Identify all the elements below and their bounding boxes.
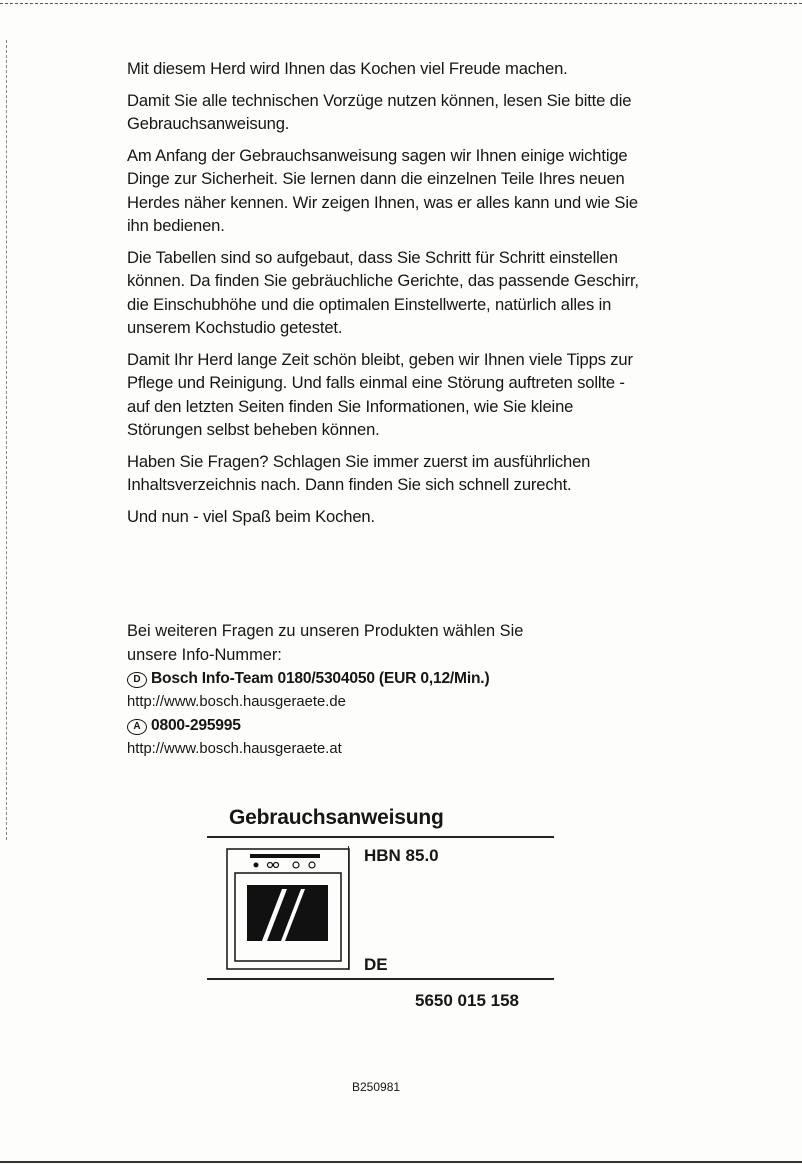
language-code: DE xyxy=(364,955,388,974)
contact-de xyxy=(127,667,647,691)
model-number: HBN 85.0 xyxy=(364,846,439,865)
contact-lead-2: unsere Info-Nummer: xyxy=(127,645,282,664)
intro-paragraph: Damit Ihr Herd lange Zeit schön bleibt, geben wir Ihnen viele Tipps zur Pflege und Reinigung. Und falls einmal eine Störung auftreten sollte - auf den letzten Seiten finden Sie Informationen, wie Sie kleine Störungen selbst beheben können. xyxy=(127,349,633,439)
product-rule xyxy=(207,978,554,980)
contact-at xyxy=(127,714,647,738)
intro-text xyxy=(127,57,647,536)
contact-lead: Bei weiteren Fragen zu unseren Produkten wählen Sie xyxy=(127,622,524,640)
page-edge-top xyxy=(0,3,802,4)
country-de-badge: D xyxy=(127,672,147,688)
model-divider xyxy=(348,846,349,970)
contact-block xyxy=(127,620,647,761)
page-edge-left xyxy=(6,40,7,840)
country-at-badge: A xyxy=(127,719,147,735)
intro-paragraph: Haben Sie Fragen? Schlagen Sie immer zuerst im ausführlichen Inhaltsverzeichnis nach. Dann finden Sie sich schnell zurecht. xyxy=(127,451,591,494)
de-url-link[interactable]: http://www.bosch.hausgeraete.de xyxy=(127,693,346,710)
page-edge-bottom xyxy=(0,1161,802,1163)
intro-paragraph: Am Anfang der Gebrauchsanweisung sagen wir Ihnen einige wichtige Dinge zur Sicherheit. Sie lernen dann die einzelnen Teile Ihres neuen Herdes näher kennen. Wir zeigen Ihnen, was er alles kann und wie Sie ihn bedienen. xyxy=(127,145,638,235)
at-phone: 0800-295995 xyxy=(151,717,241,734)
document-code: B250981 xyxy=(352,1080,401,1094)
intro-paragraph: Damit Sie alle technischen Vorzüge nutzen können, lesen Sie bitte die Gebrauchsanweisung. xyxy=(127,90,632,133)
intro-paragraph: Und nun - viel Spaß beim Kochen. xyxy=(127,506,375,526)
oven-icon xyxy=(226,848,350,970)
intro-paragraph: Die Tabellen sind so aufgebaut, dass Sie Schritt für Schritt einstellen können. Da finden Sie gebräuchliche Gerichte, das passende Geschirr, die Einschubhöhe und die optimalen Einstellwerte, natürlich alles in unserem Kochstudio getestet. xyxy=(127,247,639,337)
de-phone: Bosch Info-Team 0180/5304050 (EUR 0,12/Min.) xyxy=(151,670,490,687)
title-rule xyxy=(207,836,554,838)
document-title: Gebrauchsanweisung xyxy=(229,806,444,829)
intro-paragraph: Mit diesem Herd wird Ihnen das Kochen viel Freude machen. xyxy=(127,59,568,78)
part-number: 5650 015 158 xyxy=(415,991,519,1010)
at-url-link[interactable]: http://www.bosch.hausgeraete.at xyxy=(127,740,342,757)
